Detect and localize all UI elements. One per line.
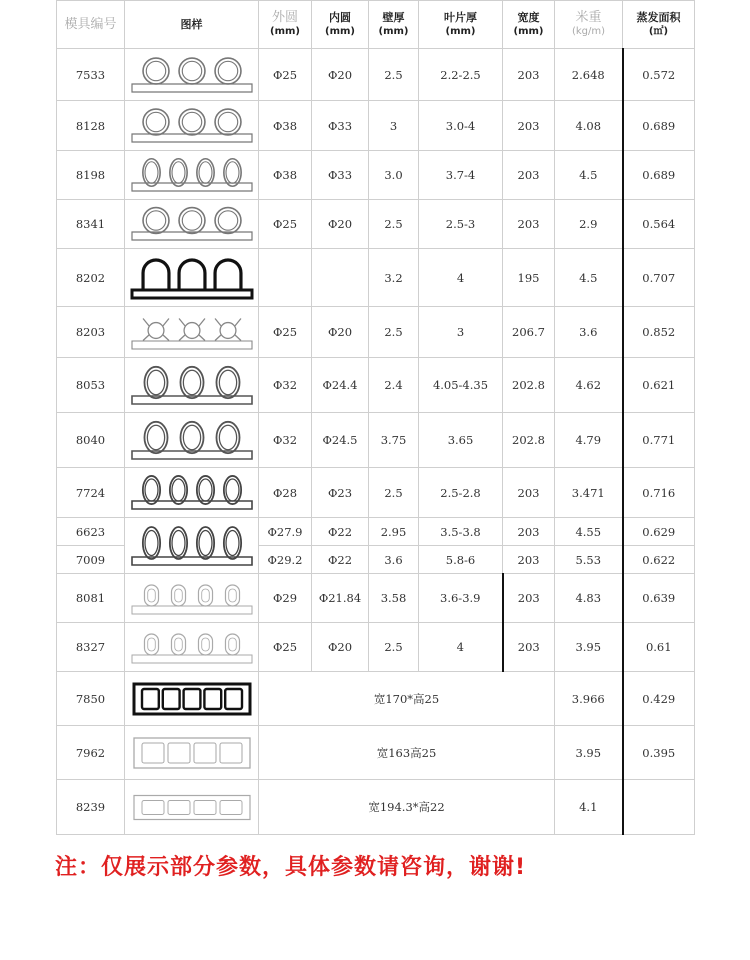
fin-thickness-cell: 2.2-2.5 bbox=[419, 49, 503, 101]
pattern-cell bbox=[125, 468, 259, 518]
area-cell: 0.771 bbox=[623, 413, 695, 468]
footer-note: 注：仅展示部分参数，具体参数请咨询，谢谢! bbox=[55, 855, 527, 880]
inner-diameter-cell: Φ20 bbox=[312, 200, 369, 249]
weight-cell: 4.83 bbox=[555, 574, 623, 623]
pattern-cell bbox=[125, 249, 259, 307]
weight-cell: 3.6 bbox=[555, 307, 623, 358]
pattern-cell bbox=[125, 780, 259, 835]
width-cell: 202.8 bbox=[503, 358, 555, 413]
mold-id-cell: 8327 bbox=[57, 623, 125, 672]
area-cell: 0.707 bbox=[623, 249, 695, 307]
wall-thickness-cell: 2.5 bbox=[369, 468, 419, 518]
width-cell: 203 bbox=[503, 151, 555, 200]
wall-thickness-cell: 2.5 bbox=[369, 49, 419, 101]
fin-thickness-cell: 3.6-3.9 bbox=[419, 574, 503, 623]
mold-id-cell: 6623 bbox=[57, 518, 125, 546]
mold-id-cell: 7533 bbox=[57, 49, 125, 101]
header-fin: 叶片厚 (mm) bbox=[419, 1, 503, 49]
table-row bbox=[57, 49, 695, 101]
four-oval-profile-icon bbox=[127, 521, 256, 571]
header-inner: 内圆 (mm) bbox=[312, 1, 369, 49]
wall-thickness-cell: 3.0 bbox=[369, 151, 419, 200]
weight-cell: 3.95 bbox=[555, 726, 623, 780]
inner-diameter-cell: Φ20 bbox=[312, 49, 369, 101]
weight-cell: 4.79 bbox=[555, 413, 623, 468]
width-cell: 203 bbox=[503, 49, 555, 101]
wall-thickness-cell: 2.5 bbox=[369, 200, 419, 249]
weight-cell: 4.55 bbox=[555, 518, 623, 546]
outer-diameter-cell: Φ38 bbox=[259, 151, 312, 200]
wall-thickness-cell: 2.95 bbox=[369, 518, 419, 546]
table-row bbox=[57, 468, 695, 518]
table-row bbox=[57, 200, 695, 249]
table-row bbox=[57, 672, 695, 726]
weight-cell: 4.1 bbox=[555, 780, 623, 835]
pattern-cell bbox=[125, 200, 259, 249]
pattern-cell bbox=[125, 49, 259, 101]
table-row bbox=[57, 518, 695, 546]
table-row bbox=[57, 307, 695, 358]
pattern-cell bbox=[125, 518, 259, 574]
header-area: 蒸发面积 (㎡) bbox=[623, 1, 695, 49]
table-row bbox=[57, 249, 695, 307]
mold-id-cell: 8239 bbox=[57, 780, 125, 835]
dimension-cell: 宽194.3*高22 bbox=[259, 780, 555, 835]
three-arch-profile-icon bbox=[127, 252, 256, 304]
fin-thickness-cell: 2.5-3 bbox=[419, 200, 503, 249]
fin-thickness-cell: 3.5-3.8 bbox=[419, 518, 503, 546]
pattern-cell bbox=[125, 358, 259, 413]
weight-cell: 4.5 bbox=[555, 151, 623, 200]
finned-tube-profile-icon bbox=[127, 310, 256, 355]
inner-diameter-cell: Φ22 bbox=[312, 546, 369, 574]
inner-diameter-cell: Φ20 bbox=[312, 623, 369, 672]
dimension-cell: 宽170*高25 bbox=[259, 672, 555, 726]
width-cell: 203 bbox=[503, 574, 555, 623]
pattern-cell bbox=[125, 672, 259, 726]
mold-id-cell: 8203 bbox=[57, 307, 125, 358]
area-cell: 0.61 bbox=[623, 623, 695, 672]
area-cell: 0.689 bbox=[623, 151, 695, 200]
fin-thickness-cell: 3.65 bbox=[419, 413, 503, 468]
mold-id-cell: 8053 bbox=[57, 358, 125, 413]
four-loop-profile-icon bbox=[127, 154, 256, 197]
wall-thickness-cell: 2.5 bbox=[369, 623, 419, 672]
table-row bbox=[57, 101, 695, 151]
table-row bbox=[57, 726, 695, 780]
header-pattern: 图样 bbox=[125, 1, 259, 49]
inner-diameter-cell bbox=[312, 249, 369, 307]
header-mold: 模具编号 bbox=[57, 1, 125, 49]
area-cell: 0.564 bbox=[623, 200, 695, 249]
weight-cell: 2.648 bbox=[555, 49, 623, 101]
pattern-cell bbox=[125, 151, 259, 200]
spec-table bbox=[56, 0, 695, 835]
fin-thickness-cell: 2.5-2.8 bbox=[419, 468, 503, 518]
fin-thickness-cell: 5.8-6 bbox=[419, 546, 503, 574]
weight-cell: 5.53 bbox=[555, 546, 623, 574]
mold-id-cell: 7009 bbox=[57, 546, 125, 574]
inner-diameter-cell: Φ24.4 bbox=[312, 358, 369, 413]
outer-diameter-cell: Φ38 bbox=[259, 101, 312, 151]
outer-diameter-cell bbox=[259, 249, 312, 307]
weight-cell: 4.62 bbox=[555, 358, 623, 413]
outer-diameter-cell: Φ27.9 bbox=[259, 518, 312, 546]
four-cell-flat-panel-icon bbox=[127, 783, 256, 832]
wall-thickness-cell: 3.2 bbox=[369, 249, 419, 307]
inner-diameter-cell: Φ23 bbox=[312, 468, 369, 518]
header-row bbox=[57, 1, 695, 49]
area-cell: 0.621 bbox=[623, 358, 695, 413]
three-oval-profile-icon bbox=[127, 361, 256, 410]
area-cell: 0.629 bbox=[623, 518, 695, 546]
width-cell: 195 bbox=[503, 249, 555, 307]
outer-diameter-cell: Φ32 bbox=[259, 413, 312, 468]
table-row bbox=[57, 151, 695, 200]
fin-thickness-cell: 3.0-4 bbox=[419, 101, 503, 151]
weight-cell: 4.08 bbox=[555, 101, 623, 151]
area-cell: 0.622 bbox=[623, 546, 695, 574]
three-tube-profile-icon bbox=[127, 626, 256, 669]
wall-thickness-cell: 3.58 bbox=[369, 574, 419, 623]
outer-diameter-cell: Φ25 bbox=[259, 49, 312, 101]
mold-id-cell: 8341 bbox=[57, 200, 125, 249]
mold-id-cell: 7962 bbox=[57, 726, 125, 780]
table-row bbox=[57, 623, 695, 672]
width-cell: 203 bbox=[503, 468, 555, 518]
inner-diameter-cell: Φ24.5 bbox=[312, 413, 369, 468]
inner-diameter-cell: Φ33 bbox=[312, 101, 369, 151]
width-cell: 203 bbox=[503, 546, 555, 574]
pattern-cell bbox=[125, 623, 259, 672]
width-cell: 203 bbox=[503, 518, 555, 546]
inner-diameter-cell: Φ33 bbox=[312, 151, 369, 200]
four-cell-panel-icon bbox=[127, 729, 256, 777]
pattern-cell bbox=[125, 413, 259, 468]
mold-id-cell: 8202 bbox=[57, 249, 125, 307]
three-loop-profile-icon bbox=[127, 203, 256, 246]
three-loop-profile-icon bbox=[127, 104, 256, 148]
header-width: 宽度 (mm) bbox=[503, 1, 555, 49]
width-cell: 206.7 bbox=[503, 307, 555, 358]
area-cell: 0.395 bbox=[623, 726, 695, 780]
outer-diameter-cell: Φ29.2 bbox=[259, 546, 312, 574]
weight-cell: 3.966 bbox=[555, 672, 623, 726]
wall-thickness-cell: 2.4 bbox=[369, 358, 419, 413]
table-row bbox=[57, 780, 695, 835]
inner-diameter-cell: Φ22 bbox=[312, 518, 369, 546]
area-cell: 0.429 bbox=[623, 672, 695, 726]
mold-id-cell: 8198 bbox=[57, 151, 125, 200]
wall-thickness-cell: 2.5 bbox=[369, 307, 419, 358]
width-cell: 202.8 bbox=[503, 413, 555, 468]
area-cell bbox=[623, 780, 695, 835]
mold-id-cell: 8081 bbox=[57, 574, 125, 623]
three-loop-profile-icon bbox=[127, 52, 256, 98]
four-oval-profile-icon bbox=[127, 471, 256, 515]
pattern-cell bbox=[125, 726, 259, 780]
fin-thickness-cell: 4.05-4.35 bbox=[419, 358, 503, 413]
header-wall: 壁厚 (mm) bbox=[369, 1, 419, 49]
outer-diameter-cell: Φ32 bbox=[259, 358, 312, 413]
five-cell-panel-icon bbox=[127, 675, 256, 723]
width-cell: 203 bbox=[503, 200, 555, 249]
area-cell: 0.639 bbox=[623, 574, 695, 623]
table-row bbox=[57, 358, 695, 413]
area-cell: 0.572 bbox=[623, 49, 695, 101]
header-weight: 米重 (kg/m) bbox=[555, 1, 623, 49]
three-oval-profile-icon bbox=[127, 416, 256, 465]
fin-thickness-cell: 4 bbox=[419, 623, 503, 672]
area-cell: 0.716 bbox=[623, 468, 695, 518]
weight-cell: 2.9 bbox=[555, 200, 623, 249]
three-tube-profile-icon bbox=[127, 577, 256, 620]
wall-thickness-cell: 3.75 bbox=[369, 413, 419, 468]
header-outer: 外圆 (mm) bbox=[259, 1, 312, 49]
fin-thickness-cell: 4 bbox=[419, 249, 503, 307]
outer-diameter-cell: Φ28 bbox=[259, 468, 312, 518]
pattern-cell bbox=[125, 307, 259, 358]
dimension-cell: 宽163高25 bbox=[259, 726, 555, 780]
outer-diameter-cell: Φ25 bbox=[259, 623, 312, 672]
area-cell: 0.852 bbox=[623, 307, 695, 358]
outer-diameter-cell: Φ25 bbox=[259, 200, 312, 249]
weight-cell: 3.471 bbox=[555, 468, 623, 518]
wall-thickness-cell: 3.6 bbox=[369, 546, 419, 574]
outer-diameter-cell: Φ29 bbox=[259, 574, 312, 623]
mold-id-cell: 7724 bbox=[57, 468, 125, 518]
mold-id-cell: 8040 bbox=[57, 413, 125, 468]
mold-id-cell: 7850 bbox=[57, 672, 125, 726]
weight-cell: 4.5 bbox=[555, 249, 623, 307]
mold-id-cell: 8128 bbox=[57, 101, 125, 151]
inner-diameter-cell: Φ21.84 bbox=[312, 574, 369, 623]
width-cell: 203 bbox=[503, 101, 555, 151]
fin-thickness-cell: 3 bbox=[419, 307, 503, 358]
wall-thickness-cell: 3 bbox=[369, 101, 419, 151]
weight-cell: 3.95 bbox=[555, 623, 623, 672]
fin-thickness-cell: 3.7-4 bbox=[419, 151, 503, 200]
width-cell: 203 bbox=[503, 623, 555, 672]
inner-diameter-cell: Φ20 bbox=[312, 307, 369, 358]
pattern-cell bbox=[125, 101, 259, 151]
table-row bbox=[57, 413, 695, 468]
pattern-cell bbox=[125, 574, 259, 623]
outer-diameter-cell: Φ25 bbox=[259, 307, 312, 358]
table-row bbox=[57, 574, 695, 623]
area-cell: 0.689 bbox=[623, 101, 695, 151]
